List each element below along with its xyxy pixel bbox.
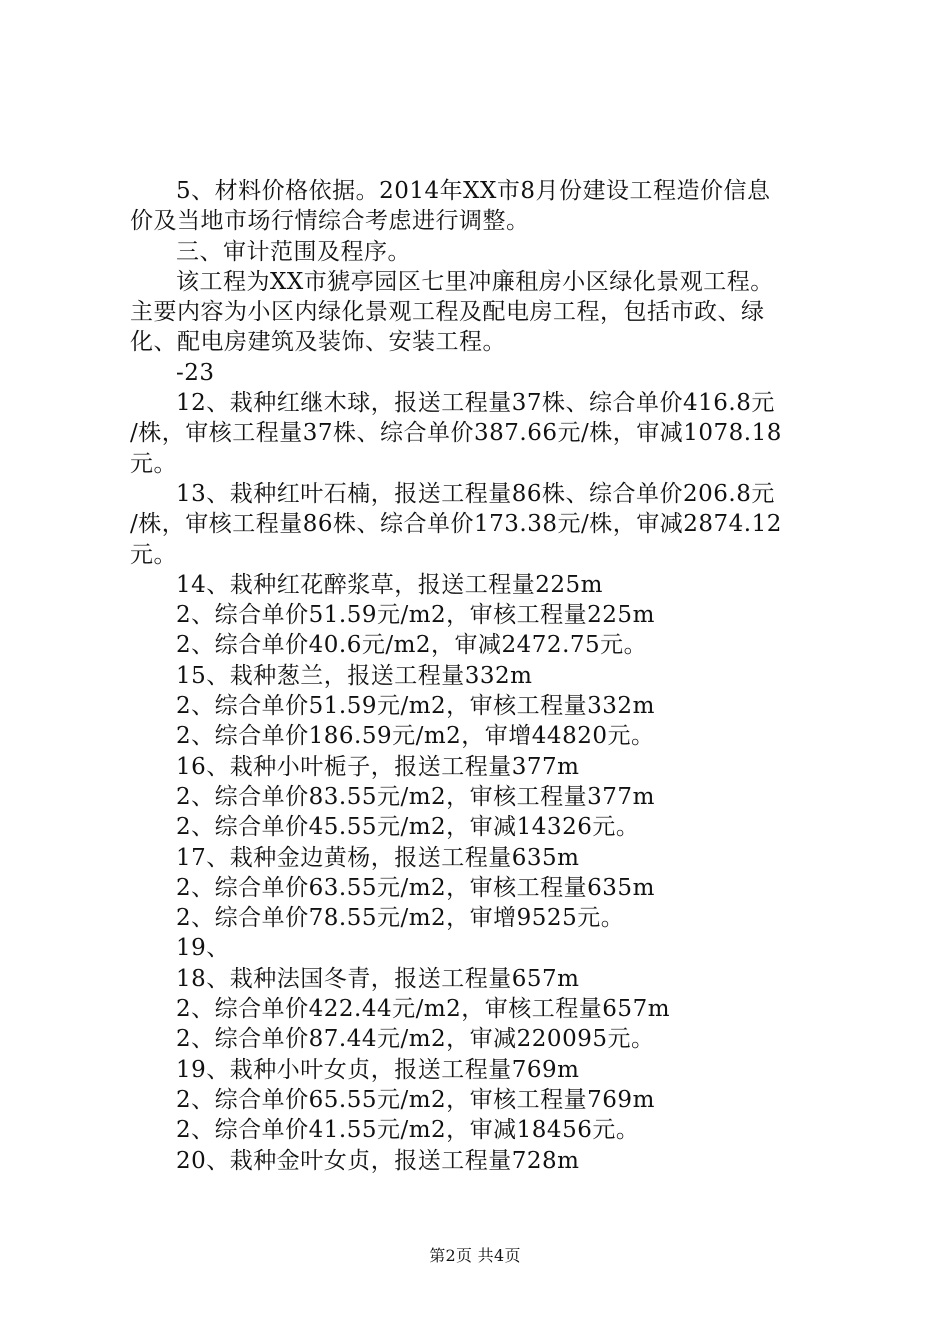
text-line: 2、综合单价83.55元/m2，审核工程量377m — [176, 783, 655, 810]
text-line: -23 — [176, 359, 215, 386]
text-line: /株，审核工程量37株、综合单价387.66元/株，审减1078.18 — [130, 420, 782, 447]
text-line: /株，审核工程量86株、综合单价173.38元/株，审减2874.12 — [130, 511, 782, 538]
text-line: 主要内容为小区内绿化景观工程及配电房工程，包括市政、绿 — [130, 299, 765, 326]
text-line: 2、综合单价51.59元/m2，审核工程量225m — [176, 602, 655, 629]
text-line: 17、栽种金边黄杨，报送工程量635m — [176, 844, 580, 871]
text-line: 2、综合单价186.59元/m2，审增44820元。 — [176, 723, 655, 750]
text-line: 5、材料价格依据。2014年XX市8月份建设工程造价信息 — [176, 178, 771, 204]
text-line: 12、栽种红继木球，报送工程量37株、综合单价416.8元 — [176, 390, 775, 417]
text-line: 元。 — [130, 541, 177, 568]
text-line: 元。 — [130, 450, 177, 477]
text-line: 19、栽种小叶女贞，报送工程量769m — [176, 1056, 580, 1083]
text-line: 2、综合单价78.55元/m2，审增9525元。 — [176, 905, 625, 932]
text-line: 该工程为XX市猇亭园区七里冲廉租房小区绿化景观工程。 — [176, 268, 774, 295]
text-line: 价及当地市场行情综合考虑进行调整。 — [130, 208, 530, 235]
text-line: 2、综合单价41.55元/m2，审减18456元。 — [176, 1117, 640, 1144]
text-line: 18、栽种法国冬青，报送工程量657m — [176, 965, 580, 992]
text-line: 化、配电房建筑及装饰、安装工程。 — [130, 329, 506, 356]
text-line: 三、审计范围及程序。 — [176, 238, 411, 265]
text-line: 19、 — [176, 935, 230, 962]
text-line: 2、综合单价87.44元/m2，审减220095元。 — [176, 1026, 655, 1053]
text-line: 2、综合单价51.59元/m2，审核工程量332m — [176, 693, 655, 720]
text-line: 2、综合单价422.44元/m2，审核工程量657m — [176, 996, 671, 1023]
text-line: 16、栽种小叶栀子，报送工程量377m — [176, 753, 580, 780]
text-line: 15、栽种葱兰，报送工程量332m — [176, 662, 533, 689]
page-number-label: 第2页 共4页 — [429, 1246, 521, 1265]
page-footer — [0, 1243, 950, 1266]
text-line: 2、综合单价45.55元/m2，审减14326元。 — [176, 814, 640, 841]
text-line: 2、综合单价63.55元/m2，审核工程量635m — [176, 874, 655, 901]
text-line: 20、栽种金叶女贞，报送工程量728m — [176, 1147, 580, 1174]
text-line: 2、综合单价40.6元/m2，审减2472.75元。 — [176, 632, 648, 659]
document-body — [130, 176, 830, 1176]
text-line: 13、栽种红叶石楠，报送工程量86株、综合单价206.8元 — [176, 480, 775, 507]
text-line: 14、栽种红花醉浆草，报送工程量225m — [176, 571, 603, 598]
text-line: 2、综合单价65.55元/m2，审核工程量769m — [176, 1086, 655, 1113]
